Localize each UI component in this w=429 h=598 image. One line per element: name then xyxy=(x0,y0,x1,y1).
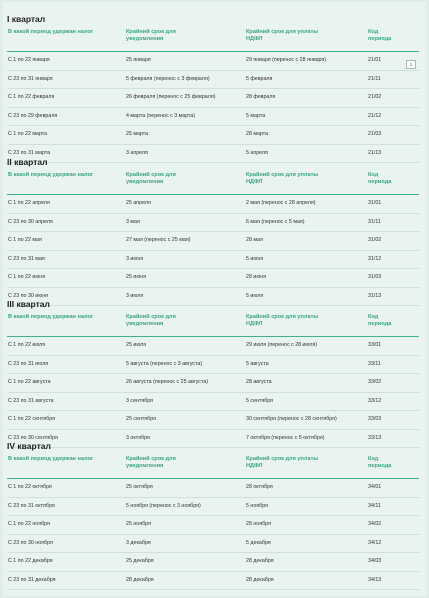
cell-code: 31/01 xyxy=(368,200,382,206)
cell-notify-deadline: 25 сентября xyxy=(126,416,156,422)
cell-period: С 1 по 22 июня xyxy=(8,274,46,280)
table-row xyxy=(7,195,419,214)
header-notify-deadline: Крайний срок для уведомления xyxy=(126,29,176,43)
cell-notify-deadline: 25 января xyxy=(126,57,151,63)
cell-notify-deadline: 3 апреля xyxy=(126,149,148,156)
quarter-section xyxy=(7,13,419,163)
cell-period: С 1 по 22 июля xyxy=(8,342,46,348)
table-row xyxy=(7,269,419,288)
table-row xyxy=(7,516,419,535)
cell-code: 34/11 xyxy=(368,502,381,509)
table-row xyxy=(7,126,419,145)
table-row xyxy=(7,251,419,270)
cell-code: 21/02 xyxy=(368,94,382,100)
cell-notify-deadline: 3 июля xyxy=(126,292,144,299)
cell-pay-deadline: 30 сентября (перенос с 28 сентября) xyxy=(246,416,337,422)
quarter-section xyxy=(7,298,419,448)
cell-notify-deadline: 28 декабря xyxy=(126,576,154,583)
cell-code: 21/03 xyxy=(368,131,382,137)
cell-code: 31/13 xyxy=(368,292,382,299)
header-pay-deadline: Крайний срок для уплаты НДФЛ xyxy=(246,456,319,470)
cell-pay-deadline: 5 марта xyxy=(246,112,266,119)
table-row xyxy=(7,572,419,591)
cell-notify-deadline: 25 ноября xyxy=(126,521,151,527)
cell-pay-deadline: 5 февраля xyxy=(246,75,273,82)
cell-notify-deadline: 4 марта (перенос с 3 марта) xyxy=(126,112,196,119)
cell-pay-deadline: 5 августа xyxy=(246,360,269,367)
table-header xyxy=(7,172,419,195)
cell-notify-deadline: 26 февраля (перенос с 25 февраля) xyxy=(126,94,216,100)
cell-pay-deadline: 29 января (перенос с 28 января) xyxy=(246,57,327,63)
cell-notify-deadline: 25 июля xyxy=(126,342,147,348)
header-period: В какой период удержан налог xyxy=(8,172,94,178)
cell-period: С 23 по 30 ноября xyxy=(8,539,53,546)
quarter-title: II квартал xyxy=(7,157,48,167)
table-row xyxy=(7,498,419,517)
cell-period: С 23 по 31 августа xyxy=(8,397,54,404)
cell-notify-deadline: 25 июня xyxy=(126,274,147,280)
cell-notify-deadline: 25 октября xyxy=(126,484,153,490)
cell-code: 33/01 xyxy=(368,342,382,348)
cell-pay-deadline: 28 мая xyxy=(246,237,263,243)
quarter-title: III квартал xyxy=(7,299,50,309)
cell-notify-deadline: 27 мая (перенос с 25 мая) xyxy=(126,237,191,243)
cell-code: 21/13 xyxy=(368,149,382,156)
cell-period: С 23 по 30 июня xyxy=(8,292,49,299)
cell-pay-deadline: 7 октября (перенос с 5 октября) xyxy=(246,434,325,441)
cell-period: С 1 по 22 мая xyxy=(8,237,42,243)
cell-period: С 23 по 31 января xyxy=(8,75,53,82)
cell-period: С 1 по 22 марта xyxy=(8,131,48,137)
cell-pay-deadline: 28 декабря xyxy=(246,558,274,564)
quarter-section xyxy=(7,440,419,590)
table-row xyxy=(7,393,419,412)
quarter-title: IV квартал xyxy=(7,441,51,451)
table-row xyxy=(7,232,419,251)
cell-notify-deadline: 3 июня xyxy=(126,255,144,262)
header-period: В какой период удержан налог xyxy=(8,314,94,320)
table-row xyxy=(7,479,419,498)
cell-period: С 23 по 31 декабря xyxy=(8,576,56,583)
cell-period: С 23 по 30 сентября xyxy=(8,434,58,441)
table-row xyxy=(7,374,419,393)
cell-code: 34/02 xyxy=(368,521,382,527)
cell-code: 31/02 xyxy=(368,237,382,243)
header-pay-deadline: Крайний срок для уплаты НДФЛ xyxy=(246,29,319,43)
table-header xyxy=(7,456,419,479)
cell-period: С 1 по 22 октября xyxy=(8,484,52,490)
header-code: Код периода xyxy=(368,456,392,470)
table-row xyxy=(7,89,419,108)
table-row xyxy=(7,553,419,572)
cell-period: С 23 по 31 октября xyxy=(8,502,55,509)
cell-code: 33/03 xyxy=(368,416,382,422)
header-period: В какой период удержан налог xyxy=(8,456,94,462)
cell-pay-deadline: 28 декабря xyxy=(246,576,274,583)
cell-code: 31/03 xyxy=(368,274,382,280)
cell-period: С 23 по 31 июля xyxy=(8,360,49,367)
cell-pay-deadline: 28 августа xyxy=(246,379,272,385)
cell-code: 21/11 xyxy=(368,75,381,82)
header-pay-deadline: Крайний срок для уплаты НДФЛ xyxy=(246,172,319,186)
cell-pay-deadline: 5 ноября xyxy=(246,502,268,509)
cell-period: С 1 по 22 апреля xyxy=(8,200,50,206)
cell-period: С 23 по 30 апреля xyxy=(8,218,53,225)
cell-notify-deadline: 5 ноября (перенос с 3 ноября) xyxy=(126,502,201,509)
table-row xyxy=(7,337,419,356)
table-row xyxy=(7,535,419,554)
cell-period: С 1 по 22 декабря xyxy=(8,558,53,564)
cell-code: 31/12 xyxy=(368,255,382,262)
cell-code: 34/13 xyxy=(368,576,382,583)
cell-notify-deadline: 5 февраля (перенос с 3 февраля) xyxy=(126,75,210,82)
cell-period: С 23 по 31 мая xyxy=(8,255,45,262)
cell-notify-deadline: 5 августа (перенос с 3 августа) xyxy=(126,360,203,367)
cell-pay-deadline: 28 июня xyxy=(246,274,267,280)
table-row xyxy=(7,52,419,71)
header-code: Код периода xyxy=(368,172,392,186)
cell-code: 34/03 xyxy=(368,558,382,564)
cell-period: С 1 по 22 августа xyxy=(8,379,51,385)
cell-pay-deadline: 28 октября xyxy=(246,484,273,490)
cell-notify-deadline: 3 сентября xyxy=(126,397,154,404)
quarter-title: I квартал xyxy=(7,14,46,24)
header-code: Код периода xyxy=(368,29,392,43)
header-notify-deadline: Крайний срок для уведомления xyxy=(126,314,176,328)
cell-notify-deadline: 25 марта xyxy=(126,131,149,137)
quarter-section xyxy=(7,156,419,306)
cell-pay-deadline: 28 ноября xyxy=(246,521,271,527)
cell-code: 33/12 xyxy=(368,397,382,404)
cell-code: 34/01 xyxy=(368,484,382,490)
cell-period: С 23 по 29 февраля xyxy=(8,112,58,119)
footnote-badge: 1 xyxy=(406,60,416,69)
cell-notify-deadline: 25 апреля xyxy=(126,200,151,206)
cell-code: 33/11 xyxy=(368,360,381,367)
cell-code: 21/12 xyxy=(368,112,382,119)
cell-pay-deadline: 5 апреля xyxy=(246,149,268,156)
cell-code: 34/12 xyxy=(368,539,382,546)
table-row xyxy=(7,71,419,90)
cell-notify-deadline: 3 октября xyxy=(126,434,150,441)
cell-period: С 1 по 22 ноября xyxy=(8,521,50,527)
cell-pay-deadline: 5 июля xyxy=(246,292,264,299)
cell-period: С 23 по 31 марта xyxy=(8,149,51,156)
header-period: В какой период удержан налог xyxy=(8,29,94,35)
cell-notify-deadline: 3 мая xyxy=(126,218,140,225)
table-row xyxy=(7,214,419,233)
table-header xyxy=(7,314,419,337)
cell-pay-deadline: 29 июля (перенос с 28 июля) xyxy=(246,342,318,348)
header-notify-deadline: Крайний срок для уведомления xyxy=(126,172,176,186)
header-notify-deadline: Крайний срок для уведомления xyxy=(126,456,176,470)
cell-notify-deadline: 3 декабря xyxy=(126,539,151,546)
table-row xyxy=(7,411,419,430)
header-pay-deadline: Крайний срок для уплаты НДФЛ xyxy=(246,314,319,328)
cell-pay-deadline: 2 мая (перенос с 28 апреля) xyxy=(246,200,316,206)
cell-pay-deadline: 5 июня xyxy=(246,255,264,262)
cell-code: 31/11 xyxy=(368,218,381,225)
cell-notify-deadline: 26 августа (перенос с 25 августа) xyxy=(126,379,209,385)
table-row xyxy=(7,356,419,375)
cell-pay-deadline: 5 сентября xyxy=(246,397,274,404)
cell-period: С 1 по 22 сентября xyxy=(8,416,55,422)
cell-period: С 1 по 22 февраля xyxy=(8,94,55,100)
table-row xyxy=(7,108,419,127)
table-header xyxy=(7,29,419,52)
cell-notify-deadline: 25 декабря xyxy=(126,558,154,564)
cell-pay-deadline: 28 февраля xyxy=(246,94,276,100)
cell-pay-deadline: 5 декабря xyxy=(246,539,271,546)
cell-code: 21/01 xyxy=(368,57,382,63)
cell-pay-deadline: 28 марта xyxy=(246,131,269,137)
cell-code: 33/02 xyxy=(368,379,382,385)
cell-code: 33/13 xyxy=(368,434,382,441)
cell-period: С 1 по 22 января xyxy=(8,57,50,63)
cell-pay-deadline: 6 мая (перенос с 5 мая) xyxy=(246,218,305,225)
header-code: Код периода xyxy=(368,314,392,328)
